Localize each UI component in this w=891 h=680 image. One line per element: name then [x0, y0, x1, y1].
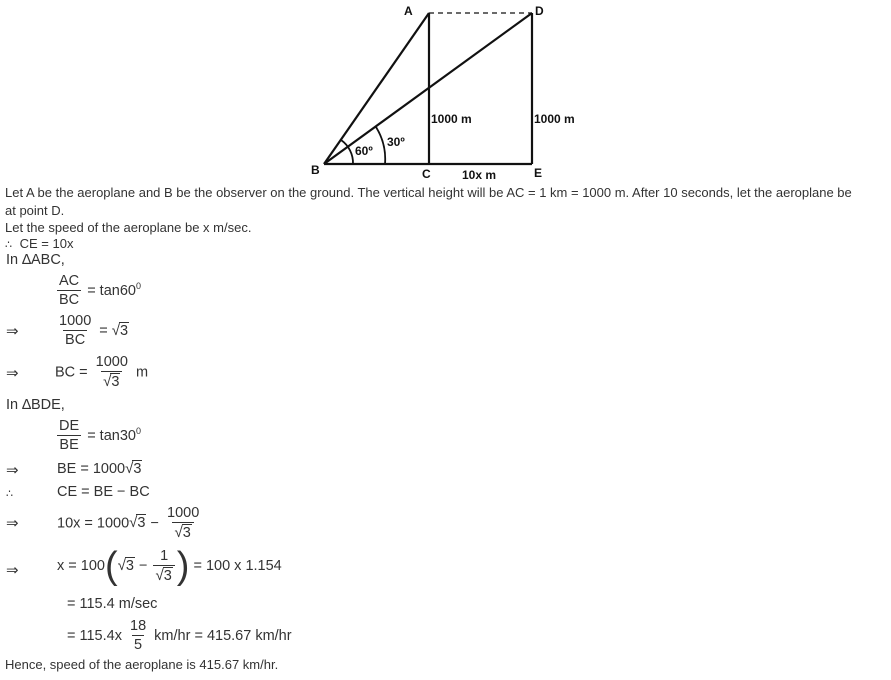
- label-d: D: [535, 4, 544, 18]
- degree-sup: 0: [135, 281, 141, 291]
- minus-sign: −: [138, 557, 148, 574]
- equation-3: [55, 354, 148, 391]
- implies-3: ⇒: [6, 462, 19, 479]
- unit-m: m: [135, 364, 149, 381]
- implies-5: ⇒: [6, 562, 19, 579]
- line-ba: [324, 13, 429, 164]
- fraction-de-be: [57, 418, 81, 454]
- equation-10: [67, 618, 292, 654]
- equation-6: CE = BE − BC: [57, 484, 150, 500]
- equation-7: [57, 505, 203, 542]
- speed-assumption: Let the speed of the aeroplane be x m/sec.: [5, 220, 252, 235]
- sqrt-3: √3: [125, 460, 142, 477]
- label-b: B: [311, 163, 320, 177]
- label-c: C: [422, 167, 431, 181]
- equation-2: [55, 313, 129, 349]
- implies-2: ⇒: [6, 365, 19, 382]
- intro-line-2: at point D.: [5, 203, 65, 218]
- ce-equation: CE = 10x: [19, 236, 74, 251]
- numerator-1000: 1000: [95, 354, 128, 370]
- numerator-de: DE: [59, 418, 80, 434]
- equation-4: [55, 418, 141, 454]
- in-triangle-abc: In ∆ABC,: [6, 252, 65, 268]
- triangle-diagram: [0, 0, 891, 185]
- ce-equation-line: [5, 236, 73, 253]
- numerator-1000: 1000: [59, 313, 92, 329]
- intro-line-1: Let A be the aeroplane and B be the observer on the ground. The vertical height will be AC = 1 km = 1000 m. After 10 seconds, let the aeroplane be: [5, 185, 852, 200]
- denominator-sqrt3: √3: [172, 522, 193, 542]
- denominator-be: BE: [59, 437, 79, 453]
- implies-1: ⇒: [6, 323, 19, 340]
- numerator-ac: AC: [59, 273, 80, 289]
- label-e: E: [534, 166, 543, 180]
- implies-4: ⇒: [6, 515, 19, 532]
- x-equals-100: x = 100: [57, 557, 105, 574]
- sqrt-3: √3: [111, 321, 129, 339]
- fraction-18-5: [128, 618, 148, 654]
- denominator-5: 5: [134, 637, 143, 653]
- be-equals: BE = 1000: [57, 461, 126, 477]
- bc-equals: BC =: [55, 364, 88, 381]
- degree-sup: 0: [135, 426, 141, 436]
- ten-x-equals: 10x = 1000: [57, 515, 130, 532]
- denominator-bc: BC: [65, 332, 86, 348]
- therefore-2: ∴: [6, 488, 13, 500]
- denominator-sqrt3: √3: [101, 371, 122, 391]
- equation-1: [55, 273, 141, 309]
- left-paren: (: [104, 545, 118, 587]
- denominator-bc: BC: [59, 292, 80, 308]
- label-ce: 10x m: [462, 168, 497, 182]
- fraction-1000-sqrt3: [165, 505, 201, 542]
- numerator-1: 1: [160, 547, 169, 564]
- equation-5: [57, 460, 142, 477]
- equals-100x1154: = 100 x 1.154: [193, 557, 282, 574]
- label-height-de: 1000 m: [534, 112, 575, 126]
- minus-sign: −: [150, 515, 159, 532]
- arc-30: [376, 127, 385, 164]
- therefore-symbol: ∴: [5, 239, 12, 251]
- equation-8: [57, 547, 282, 585]
- fraction-1000-bc: [57, 313, 93, 349]
- sqrt-3: √3: [117, 556, 134, 574]
- label-angle-30: 30º: [387, 135, 405, 149]
- equals-1154x: = 115.4x: [67, 627, 122, 644]
- numerator-1000: 1000: [167, 505, 200, 521]
- fraction-1000-sqrt3: [94, 354, 130, 391]
- kmhr-result: km/hr = 415.67 km/hr: [154, 627, 292, 644]
- right-paren: ): [176, 545, 190, 587]
- tan60-text: = tan60: [87, 282, 136, 299]
- label-height-ac: 1000 m: [431, 112, 472, 126]
- fraction-ac-bc: [57, 273, 81, 309]
- label-a: A: [404, 4, 413, 18]
- tan30-text: = tan30: [87, 427, 136, 444]
- equals-sign: =: [99, 322, 108, 339]
- label-angle-60: 60º: [355, 144, 373, 158]
- sqrt-3: √3: [129, 514, 146, 532]
- fraction-1-sqrt3: [153, 548, 174, 585]
- equation-9: = 115.4 m/sec: [67, 596, 158, 612]
- in-triangle-bde: In ∆BDE,: [6, 397, 65, 413]
- denominator-sqrt3: √3: [153, 565, 174, 585]
- numerator-18: 18: [130, 618, 147, 634]
- conclusion: Hence, speed of the aeroplane is 415.67 km/hr.: [5, 657, 279, 672]
